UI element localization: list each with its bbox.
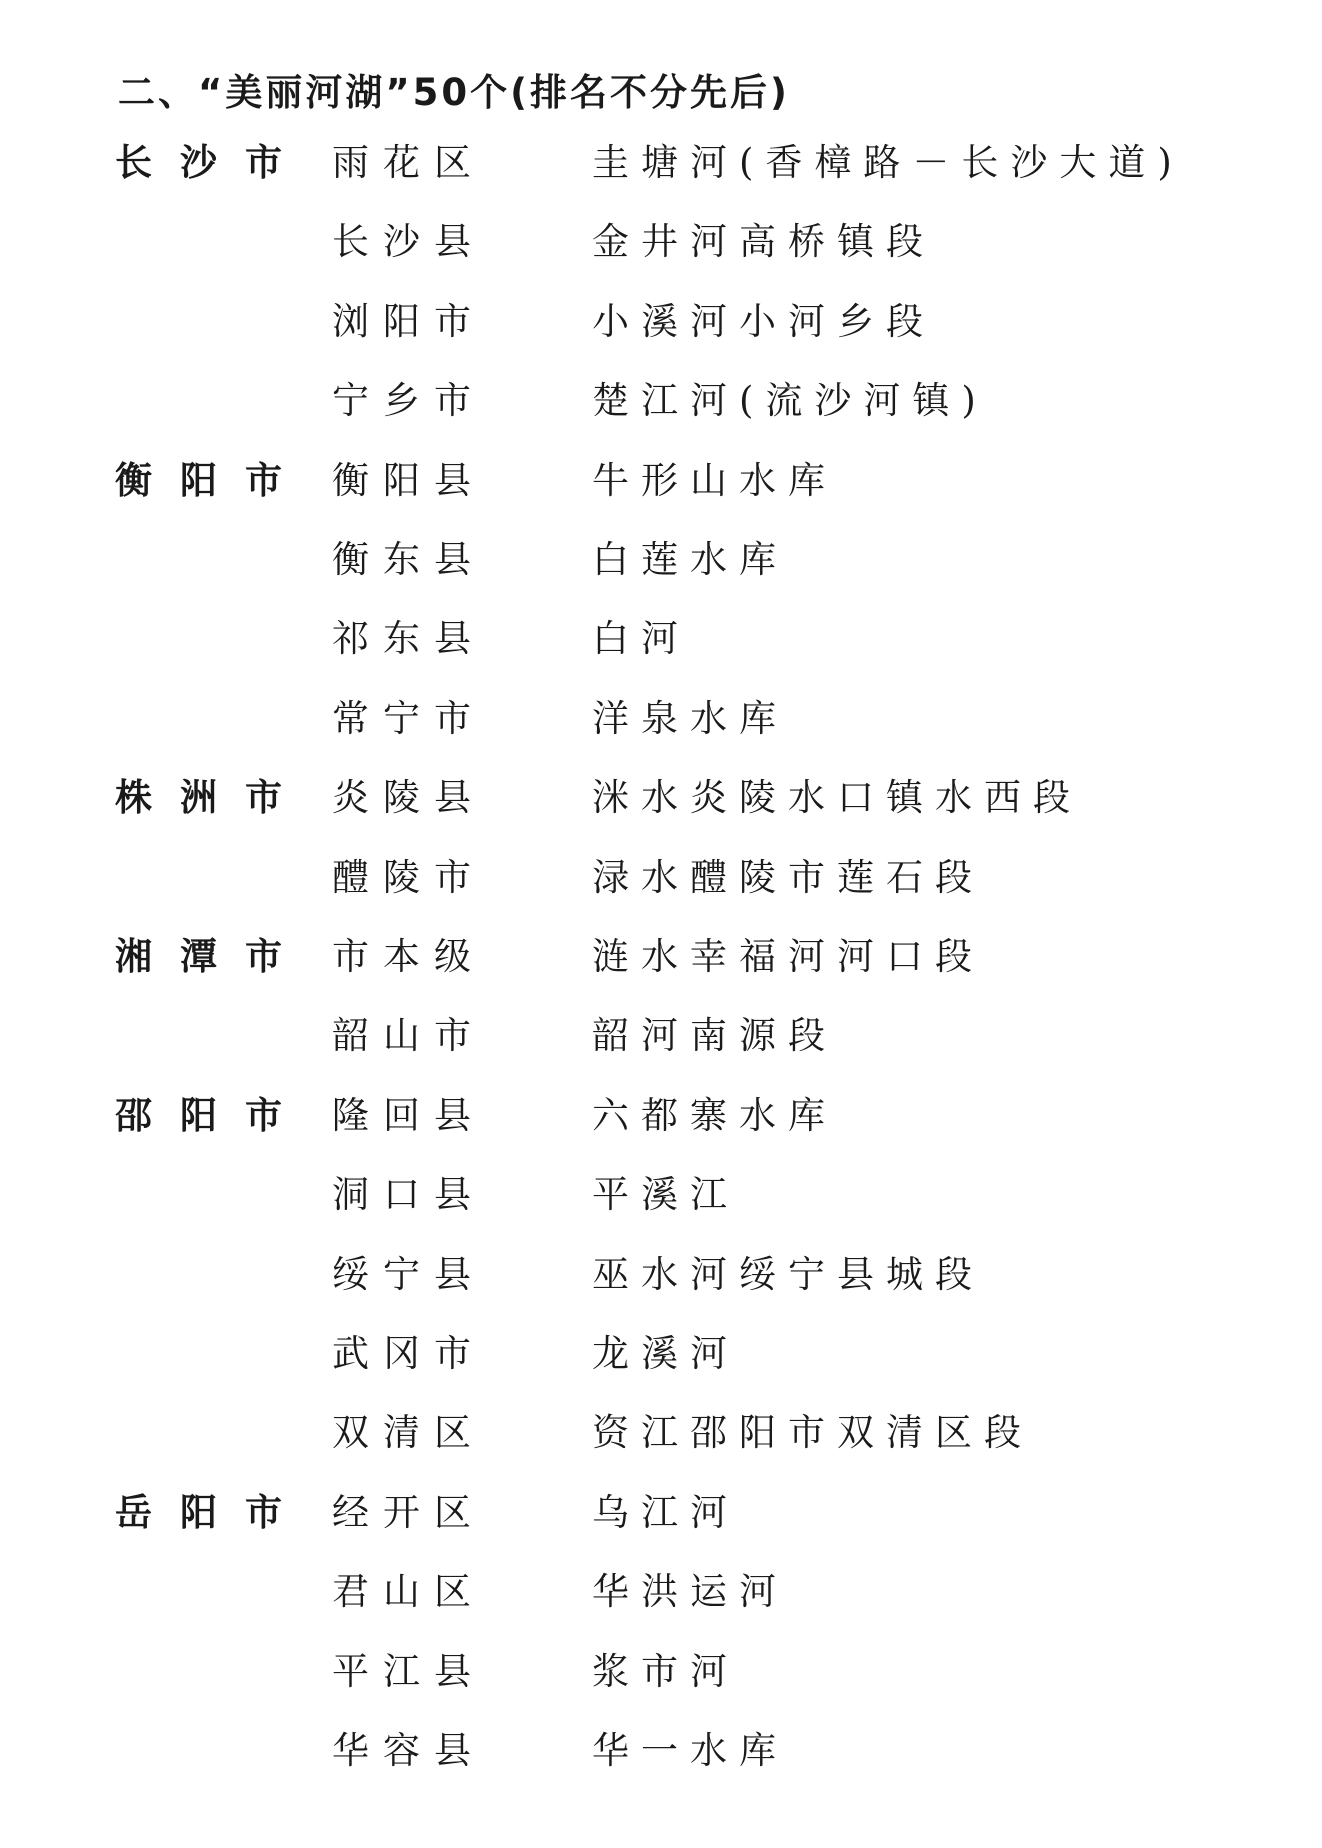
- river-name: 六都寨水库: [592, 1093, 837, 1137]
- county-name: 炎陵县: [332, 776, 485, 820]
- list-item: [0, 211, 1322, 271]
- county-name: 华容县: [332, 1729, 485, 1772]
- river-name: 巫水河绥宁县城段: [592, 1252, 984, 1296]
- list-item: [0, 608, 1322, 668]
- list-item: [0, 370, 1322, 430]
- river-name: 楚江河(流沙河镇): [592, 379, 988, 423]
- county-name: 韶山市: [332, 1014, 485, 1058]
- county-name: 祁东县: [332, 617, 485, 661]
- county-name: 浏阳市: [332, 299, 485, 343]
- river-name: 圭塘河(香樟路－长沙大道): [592, 141, 1184, 184]
- list-item: [0, 1720, 1322, 1780]
- list-item: [0, 1561, 1322, 1621]
- river-name: 涟水幸福河河口段: [592, 935, 984, 978]
- list-item: [0, 1641, 1322, 1701]
- list-item: [0, 1402, 1322, 1462]
- county-name: 雨花区: [332, 141, 485, 184]
- county-name: 平江县: [332, 1649, 485, 1693]
- county-name: 洞口县: [332, 1173, 485, 1217]
- river-name: 资江邵阳市双清区段: [592, 1411, 1033, 1455]
- river-name: 渌水醴陵市莲石段: [592, 855, 984, 899]
- county-name: 君山区: [332, 1570, 485, 1614]
- county-name: 隆回县: [332, 1093, 485, 1137]
- river-name: 华一水库: [592, 1729, 788, 1772]
- river-name: 小溪河小河乡段: [592, 299, 935, 343]
- county-name: 宁乡市: [332, 379, 485, 423]
- section-heading: 二、“美丽河湖”50个(排名不分先后): [118, 71, 790, 114]
- county-name: 醴陵市: [332, 855, 485, 899]
- river-name: 白莲水库: [592, 538, 788, 581]
- list-item: [0, 291, 1322, 351]
- city-name: 邵阳市: [115, 1093, 310, 1137]
- river-name: 洋泉水库: [592, 696, 788, 740]
- list-item: [0, 1085, 1322, 1145]
- river-name: 浆市河: [592, 1649, 739, 1693]
- river-name: 韶河南源段: [592, 1014, 837, 1058]
- list-item: [0, 132, 1322, 192]
- river-name: 牛形山水库: [592, 458, 837, 502]
- list-item: [0, 1005, 1322, 1065]
- list-item: [0, 1244, 1322, 1304]
- city-name: 岳阳市: [115, 1490, 310, 1534]
- list-item: [0, 847, 1322, 907]
- city-name: 湘潭市: [115, 935, 310, 978]
- list-item: [0, 688, 1322, 748]
- county-name: 常宁市: [332, 696, 485, 740]
- city-name: 长沙市: [115, 141, 310, 184]
- county-name: 绥宁县: [332, 1252, 485, 1296]
- city-name: 株洲市: [115, 776, 310, 820]
- list-item: [0, 1164, 1322, 1224]
- county-name: 衡东县: [332, 538, 485, 581]
- county-name: 双清区: [332, 1411, 485, 1455]
- county-name: 衡阳县: [332, 458, 485, 502]
- county-name: 武冈市: [332, 1332, 485, 1375]
- river-name: 白河: [592, 617, 690, 661]
- river-name: 平溪江: [592, 1173, 739, 1217]
- river-name: 乌江河: [592, 1490, 739, 1534]
- list-item: [0, 1482, 1322, 1542]
- river-name: 龙溪河: [592, 1332, 739, 1375]
- river-name: 华洪运河: [592, 1570, 788, 1614]
- river-name: 金井河高桥镇段: [592, 220, 935, 264]
- list-item: [0, 926, 1322, 986]
- river-name: 洣水炎陵水口镇水西段: [592, 776, 1082, 820]
- list-item: [0, 529, 1322, 589]
- list-item: [0, 767, 1322, 827]
- city-name: 衡阳市: [115, 458, 310, 502]
- list-item: [0, 1323, 1322, 1383]
- county-name: 长沙县: [332, 220, 485, 264]
- county-name: 市本级: [332, 935, 485, 978]
- county-name: 经开区: [332, 1490, 485, 1534]
- list-item: [0, 450, 1322, 510]
